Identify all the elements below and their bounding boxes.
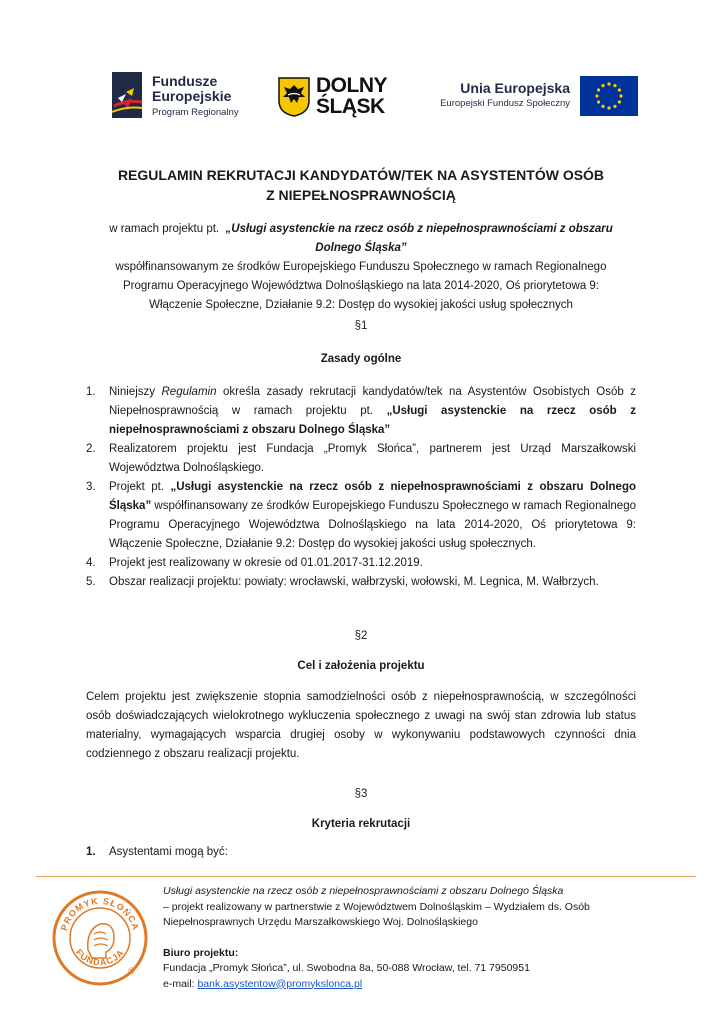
list-item-number: 1. xyxy=(86,386,96,398)
list-item-number: 2. xyxy=(86,443,96,455)
section-1-symbol: §1 xyxy=(354,320,368,332)
stamp-top-text: PROMYK SŁOŃCA xyxy=(58,895,142,932)
fe-logo-line1: Fundusze xyxy=(152,73,218,89)
document-title xyxy=(86,165,636,205)
stamp-bottom-text: FUNDACJA xyxy=(73,947,127,968)
list-item-text: Projekt pt. xyxy=(109,481,171,493)
list-item-number: 4. xyxy=(86,557,96,569)
registered-mark: ® xyxy=(128,966,135,976)
ue-logo-line1: Unia Europejska xyxy=(460,80,570,96)
list-item-text: współfinansowany ze środków Europejskiego Funduszu Społecznego w ramach Regionalnego Programu Operacyjnego Województwa Dolnośląskiego na lata 2014-2020, Oś priorytetowa 9: Włączenie Społeczne, Działanie 9.2: Dostęp do wysokiej jakości usług społecznych. xyxy=(109,500,636,550)
title-line-1: REGULAMIN REKRUTACJI KANDYDATÓW/TEK NA ASYSTENTÓW OSÓB xyxy=(117,167,605,183)
ds-logo-line2: ŚLĄSK xyxy=(316,95,385,118)
ue-logo-line2: Europejski Fundusz Społeczny xyxy=(440,98,570,109)
footer-address: Fundacja „Promyk Słońca”, ul. Swobodna 8a, 50-088 Wrocław, tel. 71 7950951 xyxy=(163,962,530,974)
eagle-crest-icon xyxy=(278,77,310,117)
eu-flag-icon xyxy=(580,76,638,116)
section-3-item-1 xyxy=(86,846,228,858)
section-3-symbol: §3 xyxy=(354,788,368,800)
ds-logo-line1: DOLNY xyxy=(316,74,387,97)
list-item-italic: Regulamin xyxy=(161,386,217,398)
list-item-text: Realizatorem projektu jest Fundacja „Promyk Słońca”, partnerem jest Urząd Marszałkowski Województwa Dolnośląskiego. xyxy=(109,443,636,474)
footer-email-label: e-mail: xyxy=(163,977,198,990)
footer-email-line xyxy=(163,977,643,993)
footer-project-name: Usługi asystenckie na rzecz osób z niepełnosprawnościami z obszaru Dolnego Śląska xyxy=(163,885,564,897)
list-item xyxy=(86,440,636,478)
project-name-part1: „Usługi asystenckie na rzecz osób z niepełnosprawnościami z obszaru xyxy=(225,223,613,235)
title-line-2: Z NIEPEŁNOSPRAWNOŚCIĄ xyxy=(266,187,456,203)
section-3-title: Kryteria rekrutacji xyxy=(311,818,411,830)
fe-logo-line3: Program Regionalny xyxy=(152,107,239,118)
section-3-item-text: Asystentami mogą być: xyxy=(109,846,228,858)
fe-logo-line2: Europejskie xyxy=(152,88,232,104)
footer-office-label: Biuro projektu: xyxy=(163,946,239,959)
financing-line-3: Włączenie Społeczne, Działanie 9.2: Dostęp do wysokiej jakości usług społecznych xyxy=(149,299,573,311)
fundusze-europejskie-logo xyxy=(108,68,248,124)
list-item-number: 5. xyxy=(86,576,96,588)
list-item-text: określa zasady rekrutacji kandydatów/tek na Asystentów Osobistych Osób z Niepełnosprawnością w ramach projektu pt. xyxy=(109,386,636,417)
intro-block xyxy=(86,220,636,315)
intro-line-1 xyxy=(86,220,636,239)
section-2-paragraph: Celem projektu jest zwiększenie stopnia samodzielności osób z niepełnosprawnością, w szczególności osób doświadczających wielokrotnego wykluczenia społecznego z uwagi na swój stan zdrowia lub status materialny, wymagających wsparcia drugiej osoby w wykonywaniu podstawowych czynności dnia codziennego z obszaru realizacji projektu. xyxy=(86,691,636,760)
dolny-slask-logo xyxy=(276,73,406,121)
list-item xyxy=(86,383,636,440)
section-3-item-number: 1. xyxy=(86,846,96,858)
email-link[interactable]: bank.asystentow@promykslonca.pl xyxy=(197,977,363,990)
section-1-title: Zasady ogólne xyxy=(320,353,402,365)
section-2-symbol: §2 xyxy=(354,630,368,642)
list-item-number: 3. xyxy=(86,481,96,493)
list-item xyxy=(86,478,636,554)
footer-partnership: – projekt realizowany w partnerstwie z Województwem Dolnośląskim – Wydziałem ds. Osób Niepełnosprawnych Urzędu Marszałkowskiego Woj. Dolnośląskiego xyxy=(163,900,590,928)
list-item-text: Projekt jest realizowany w okresie od 01.01.2017-31.12.2019. xyxy=(109,557,423,569)
list-item-bold: „Usługi asystenckie na rzecz osób z niepełnosprawnościami z obszaru Dolnego Śląska” xyxy=(109,481,636,512)
project-name-part2: Dolnego Śląska” xyxy=(315,242,407,254)
financing-line-1: współfinansowanym ze środków Europejskiego Funduszu Społecznego w ramach Regionalnego xyxy=(115,261,607,273)
list-item-text: Obszar realizacji projektu: powiaty: wrocławski, wałbrzyski, wołowski, M. Legnica, M. Wałbrzych. xyxy=(109,576,599,588)
list-item-bold: „Usługi asystenckie na rzecz osób z niepełnosprawnościami z obszaru Dolnego Śląska” xyxy=(109,405,636,436)
intro-prefix: w ramach projektu pt. xyxy=(109,223,220,235)
financing-line-2: Programu Operacyjnego Województwa Dolnośląskiego na lata 2014-2020, Oś priorytetowa 9: xyxy=(122,280,600,292)
list-item xyxy=(86,554,636,573)
list-item-text: Niniejszy xyxy=(109,386,162,398)
footer-spacer xyxy=(163,931,643,946)
list-item xyxy=(86,573,636,592)
footer-text xyxy=(163,884,643,992)
logo-bar xyxy=(0,68,725,126)
section-1-list xyxy=(86,383,636,592)
footer-divider xyxy=(36,876,696,877)
unia-europejska-logo xyxy=(440,76,640,120)
section-2-title: Cel i założenia projektu xyxy=(297,660,425,672)
fe-star-icon xyxy=(112,72,146,118)
